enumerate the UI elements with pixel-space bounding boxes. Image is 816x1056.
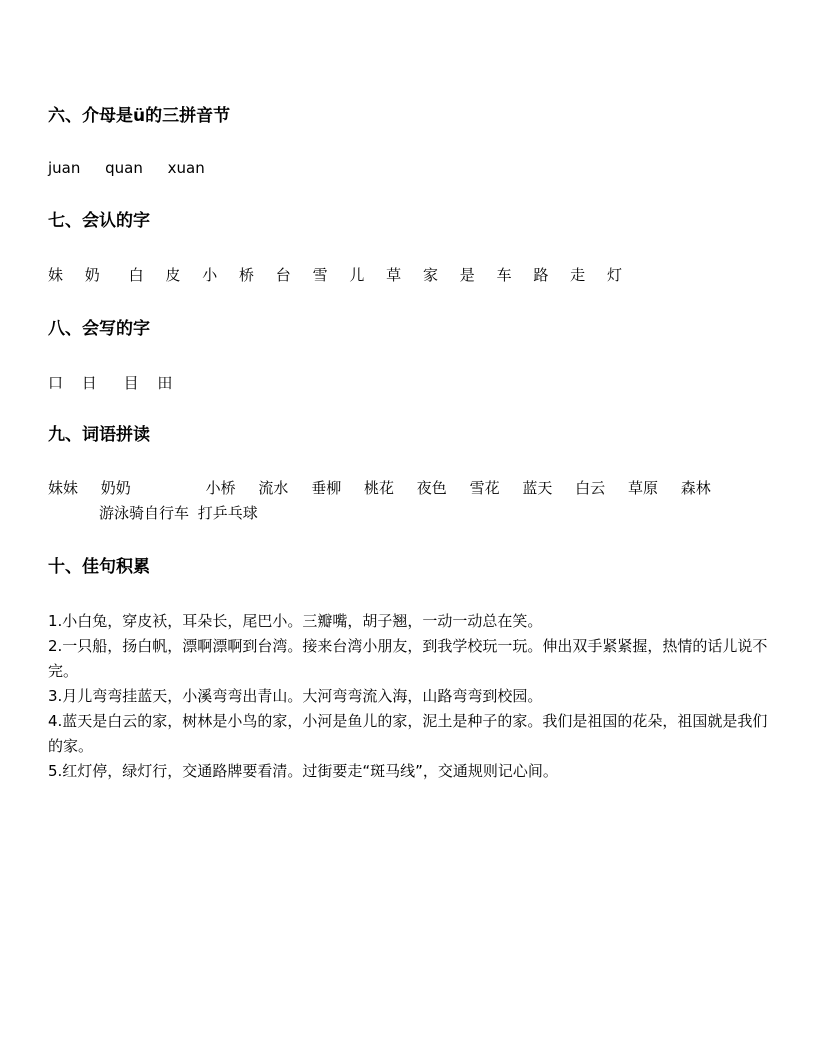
word-item: 雪花 bbox=[469, 479, 500, 497]
pinyin-syllable: juan bbox=[48, 159, 81, 177]
sentence-item: 5.红灯停，绿灯行，交通路牌要看清。过街要走“斑马线”，交通规则记心间。 bbox=[48, 762, 558, 780]
recognize-character: 路 bbox=[533, 266, 549, 284]
word-item: 游泳骑自行车 bbox=[99, 504, 190, 522]
section-9-heading: 九、词语拼读 bbox=[48, 425, 150, 445]
section-7-characters-row bbox=[48, 264, 639, 286]
section-9-words-row-1 bbox=[48, 477, 729, 499]
write-character: 口 bbox=[48, 374, 64, 392]
recognize-character: 奶 bbox=[84, 266, 100, 284]
pinyin-syllable: quan bbox=[105, 159, 143, 177]
sentence-list bbox=[48, 609, 772, 784]
word-item: 蓝天 bbox=[522, 479, 553, 497]
section-8-characters-row bbox=[48, 372, 186, 394]
word-item: 草原 bbox=[627, 479, 658, 497]
section-9-words-row-2 bbox=[99, 502, 276, 524]
word-item: 桃花 bbox=[363, 479, 394, 497]
sentence-item: 1.小白兔，穿皮袄，耳朵长，尾巴小。三瓣嘴，胡子翘，一动一动总在笑。 bbox=[48, 612, 543, 630]
recognize-character: 草 bbox=[386, 266, 402, 284]
recognize-character: 是 bbox=[459, 266, 475, 284]
recognize-character: 灯 bbox=[606, 266, 622, 284]
section-6-heading: 六、介母是ü的三拼音节 bbox=[48, 106, 231, 126]
recognize-character: 走 bbox=[570, 266, 586, 284]
sentence-item: 4.蓝天是白云的家，树林是小鸟的家，小河是鱼儿的家，泥土是种子的家。我们是祖国的花朵，祖国就是我们的家。 bbox=[48, 712, 768, 755]
sentence-item: 2.一只船，扬白帆，漂啊漂啊到台湾。接来台湾小朋友，到我学校玩一玩。伸出双手紧紧握，热情的话儿说不完。 bbox=[48, 637, 768, 680]
section-6-pinyin-row bbox=[48, 157, 225, 179]
recognize-character: 儿 bbox=[349, 266, 365, 284]
recognize-character: 白 bbox=[128, 266, 144, 284]
word-item: 夜色 bbox=[416, 479, 447, 497]
write-character: 目 bbox=[123, 374, 139, 392]
recognize-character: 妹 bbox=[48, 266, 64, 284]
word-item: 打乒乓球 bbox=[197, 504, 258, 522]
write-character: 田 bbox=[157, 374, 173, 392]
recognize-character: 台 bbox=[275, 266, 291, 284]
word-item: 森林 bbox=[680, 479, 711, 497]
sentence-item: 3.月儿弯弯挂蓝天，小溪弯弯出青山。大河弯弯流入海，山路弯弯到校园。 bbox=[48, 687, 543, 705]
word-item: 白云 bbox=[575, 479, 606, 497]
recognize-character: 车 bbox=[496, 266, 512, 284]
write-character: 日 bbox=[81, 374, 97, 392]
recognize-character: 家 bbox=[422, 266, 438, 284]
word-item: 流水 bbox=[258, 479, 289, 497]
pinyin-syllable: xuan bbox=[167, 159, 205, 177]
word-item: 小桥 bbox=[205, 479, 236, 497]
word-item: 奶奶 bbox=[100, 479, 131, 497]
recognize-character: 雪 bbox=[312, 266, 328, 284]
section-7-heading: 七、会认的字 bbox=[48, 211, 150, 231]
section-10-heading: 十、佳句积累 bbox=[48, 557, 150, 577]
word-item: 妹妹 bbox=[48, 479, 79, 497]
recognize-character: 小 bbox=[202, 266, 218, 284]
word-item: 垂柳 bbox=[311, 479, 342, 497]
recognize-character: 皮 bbox=[165, 266, 181, 284]
recognize-character: 桥 bbox=[238, 266, 254, 284]
section-8-heading: 八、会写的字 bbox=[48, 319, 150, 339]
